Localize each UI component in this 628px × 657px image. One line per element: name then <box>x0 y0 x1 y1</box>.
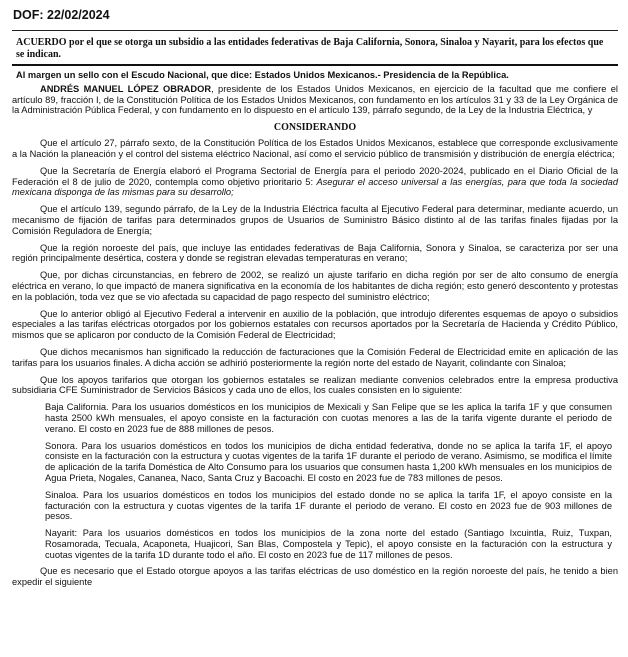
margin-note: Al margen un sello con el Escudo Nacional, que dice: Estados Unidos Mexicanos.- Presidencia de la República. <box>16 70 509 80</box>
paragraph-ajuste-tarifario: Que, por dichas circunstancias, en febrero de 2002, se realizó un ajuste tarifario en dicha región por ser de alto consumo de energía eléctrica en verano, lo que impactó de manera significativa en la economía de los habitantes de dicha región; esto generó descontento y protestas en la población, toda vez que se vio afectada su capacidad de pago respecto del suministro eléctrico; <box>12 270 618 302</box>
intro-paragraph <box>12 84 618 116</box>
state-baja-california: Baja California. Para los usuarios domésticos en los municipios de Mexicali y San Felipe que se les aplica la tarifa 1F y que consumen hasta 2500 kWh mensuales, el apoyo consiste en la facturación con cuotas menores a las de la tarifa vigente durante el periodo de verano. El costo en 2023 fue de 888 millones de pesos. <box>45 402 612 434</box>
state-sinaloa: Sinaloa. Para los usuarios domésticos en todos los municipios del estado donde no se aplica la tarifa 1F, el apoyo consiste en la facturación con la estructura y cuotas vigentes de la tarifa 1F durante el periodo de verano. El costo en 2023 fue de 903 millones de pesos. <box>45 489 612 522</box>
title-divider <box>12 64 618 66</box>
paragraph-conclusion: Que es necesario que el Estado otorgue apoyos a las tarifas eléctricas de uso doméstico en la región noroeste del país, he tenido a bien expedir el siguiente <box>12 566 618 588</box>
paragraph-mecanismos: Que dichos mecanismos han significado la reducción de facturaciones que la Comisión Federal de Electricidad emite en aplicación de las tarifas para los usuarios finales. A dicha acción se adhirió posteriormente la región norte del estado de Nayarit, colindante con Sinaloa; <box>12 346 618 368</box>
considerando-heading: CONSIDERANDO <box>273 122 357 134</box>
programa-text: Que la Secretaría de Energía elaboró el Programa Sectorial de Energía para el periodo 2020-2024, publicado en el Diario Oficial de la Federación el 8 de julio de 2020, contempla como objetivo prioritario 5: <box>12 165 618 187</box>
intro-text: , presidente de los Estados Unidos Mexicanos, en ejercicio de la facultad que me confiere el artículo 89, fracción I, de la Constitución Política de los Estados Unidos Mexicanos, con fundamento en los artículos 31 y 33 de la Ley Orgánica de la Administración Pública Federal, y con fundamento en lo dispuesto en el artículo 139, párrafo segundo, de la Ley de la Industria Eléctrica, y <box>12 83 618 116</box>
paragraph-apoyos-tarifarios: Que los apoyos tarifarios que otorgan los gobiernos estatales se realizan mediante convenios celebrados entre la empresa productiva subsidiaria CFE Suministrador de Servicios Básicos y cada uno de ellos, los cuales consisten en lo siguiente: <box>12 374 618 396</box>
paragraph-article-27: Que el artículo 27, párrafo sexto, de la Constitución Política de los Estados Unidos Mexicanos, establece que corresponde exclusivamente a la Nación la planeación y el control del sistema eléctrico Nacional, así como el servicio público de transmisión y distribución de energía eléctrica; <box>12 138 618 159</box>
acuerdo-title: ACUERDO por el que se otorga un subsidio a las entidades federativas de Baja California, Sonora, Sinaloa y Nayarit, para los efectos que se indican. <box>16 37 604 60</box>
state-nayarit: Nayarit: Para los usuarios domésticos en todos los municipios de la zona norte del estado (Santiago Ixcuintla, Ruiz, Tuxpan, Rosamorada, Tecuala, Acaponeta, Huajicori, San Blas, Compostela y Tepic), el apoyo consiste en la facturación con la estructura y cuotas vigentes de la tarifa 1D durante todo el año. El costo en 2023 fue de 117 millones de pesos. <box>45 528 612 560</box>
objetivo-italic: Asegurar el acceso universal a las energías, para que toda la sociedad mexicana disponga de las mismas para su desarrollo; <box>12 176 618 198</box>
top-divider <box>12 30 618 31</box>
paragraph-intervencion: Que lo anterior obligó al Ejecutivo Federal a intervenir en auxilio de la población, que introdujo diferentes esquemas de apoyo o subsidios especiales a las tarifas eléctricas otorgados por los gobiernos estatales con recursos aportados por la Secretaría de Hacienda y Crédito Público, mismos que se aplicaron por conducto de la Comisión Federal de Electricidad; <box>12 308 618 341</box>
publication-date: DOF: 22/02/2024 <box>13 8 110 22</box>
president-name: ANDRÉS MANUEL LÓPEZ OBRADOR <box>40 83 212 94</box>
paragraph-programa-sectorial <box>12 166 618 198</box>
paragraph-region-noroeste: Que la región noroeste del país, que incluye las entidades federativas de Baja California, Sonora y Sinaloa, se caracteriza por ser una región principalmente desértica, costera y donde se registran elevadas temperaturas en verano; <box>12 242 618 264</box>
paragraph-article-139: Que el artículo 139, segundo párrafo, de la Ley de la Industria Eléctrica faculta al Ejecutivo Federal para determinar, mediante acuerdo, un mecanismo de fijación de tarifas para determinados grupos de Usuarios de Suministro Básico distinto al de las tarifas finales fijadas por la Comisión Reguladora de Energía; <box>12 204 618 236</box>
state-sonora: Sonora. Para los usuarios domésticos en todos los municipios de dicha entidad federativa, donde no se aplica la tarifa 1F, el apoyo consiste en la facturación con la estructura y cuotas vigentes de la tarifa 1F durante el periodo de verano. Asimismo, se modifica el límite de aplicación de la tarifa Doméstica de Alto Consumo para los usuarios que consumen hasta 1,200 kWh mensuales en los municipios de Agua Prieta, Nogales, Cananea, Naco, Santa Cruz y Bacoachi. El costo en 2023 fue de 783 millones de pesos. <box>45 440 612 483</box>
